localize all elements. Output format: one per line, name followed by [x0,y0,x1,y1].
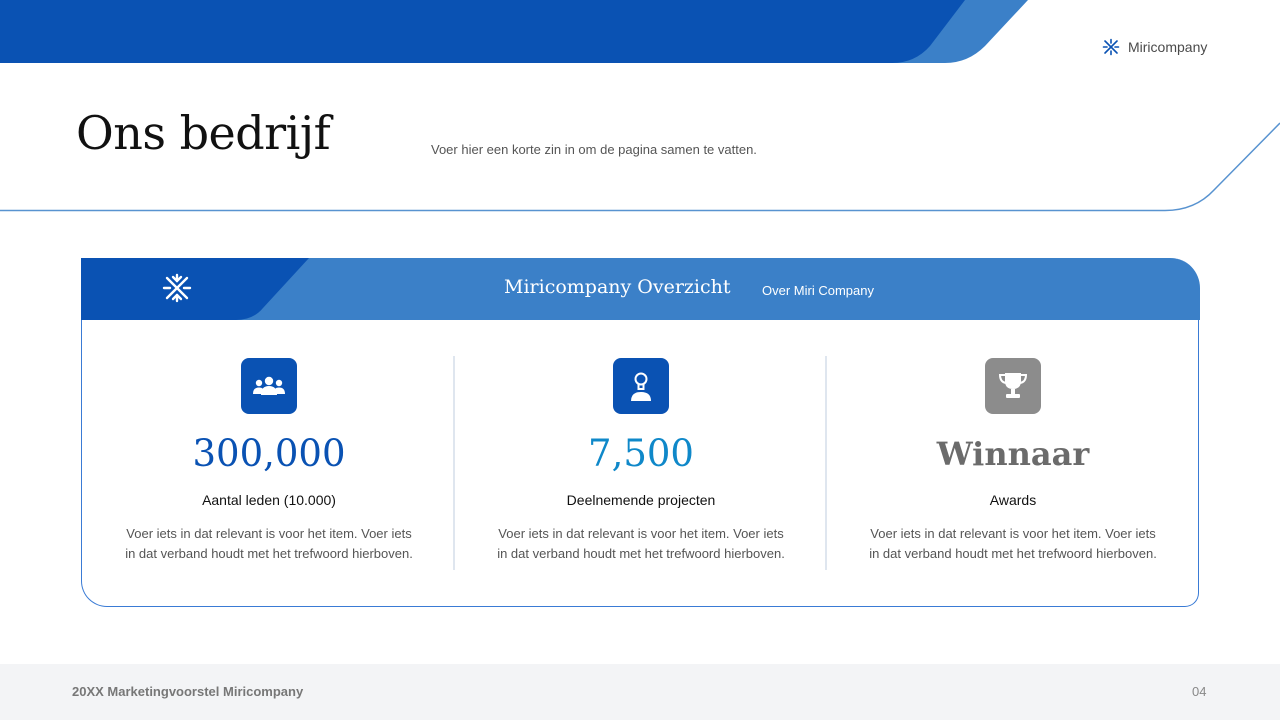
footer [0,664,1280,720]
footer-text: 20XX Marketingvoorstel Miricompany [72,684,304,699]
trophy-icon [985,358,1041,414]
card-tag: Over Miri Company [762,283,874,298]
card-header [81,258,1200,320]
stat-column [83,358,455,564]
stat-column [455,358,827,564]
people-icon [241,358,297,414]
stat-value: 300,000 [192,432,346,475]
snowflake-icon [1102,38,1120,56]
stat-description: Voer iets in dat relevant is voor het item. Voer iets in dat verband houdt met het trefwoord hierboven. [125,526,413,561]
page-subtitle: Voer hier een korte zin in om de pagina samen te vatten. [431,142,757,157]
stat-label: Awards [989,492,1037,508]
stat-value: Winnaar [936,435,1090,473]
stat-label: Deelnemende projecten [566,492,716,508]
stat-value: 7,500 [588,432,694,475]
card-title: Miricompany Overzicht [504,276,731,298]
overview-card [81,258,1200,609]
lightbulb-person-icon [613,358,669,414]
page-title: Ons bedrijf [76,106,331,160]
stat-description: Voer iets in dat relevant is voor het item. Voer iets in dat verband houdt met het trefwoord hierboven. [497,526,785,561]
stat-label: Aantal leden (10.000) [202,492,336,508]
stat-column [827,358,1199,564]
brand-name: Miricompany [1128,39,1208,55]
stat-description: Voer iets in dat relevant is voor het item. Voer iets in dat verband houdt met het trefwoord hierboven. [869,526,1157,561]
brand [1102,37,1207,57]
page-number: 04 [1192,684,1207,699]
snowflake-icon [162,273,192,303]
